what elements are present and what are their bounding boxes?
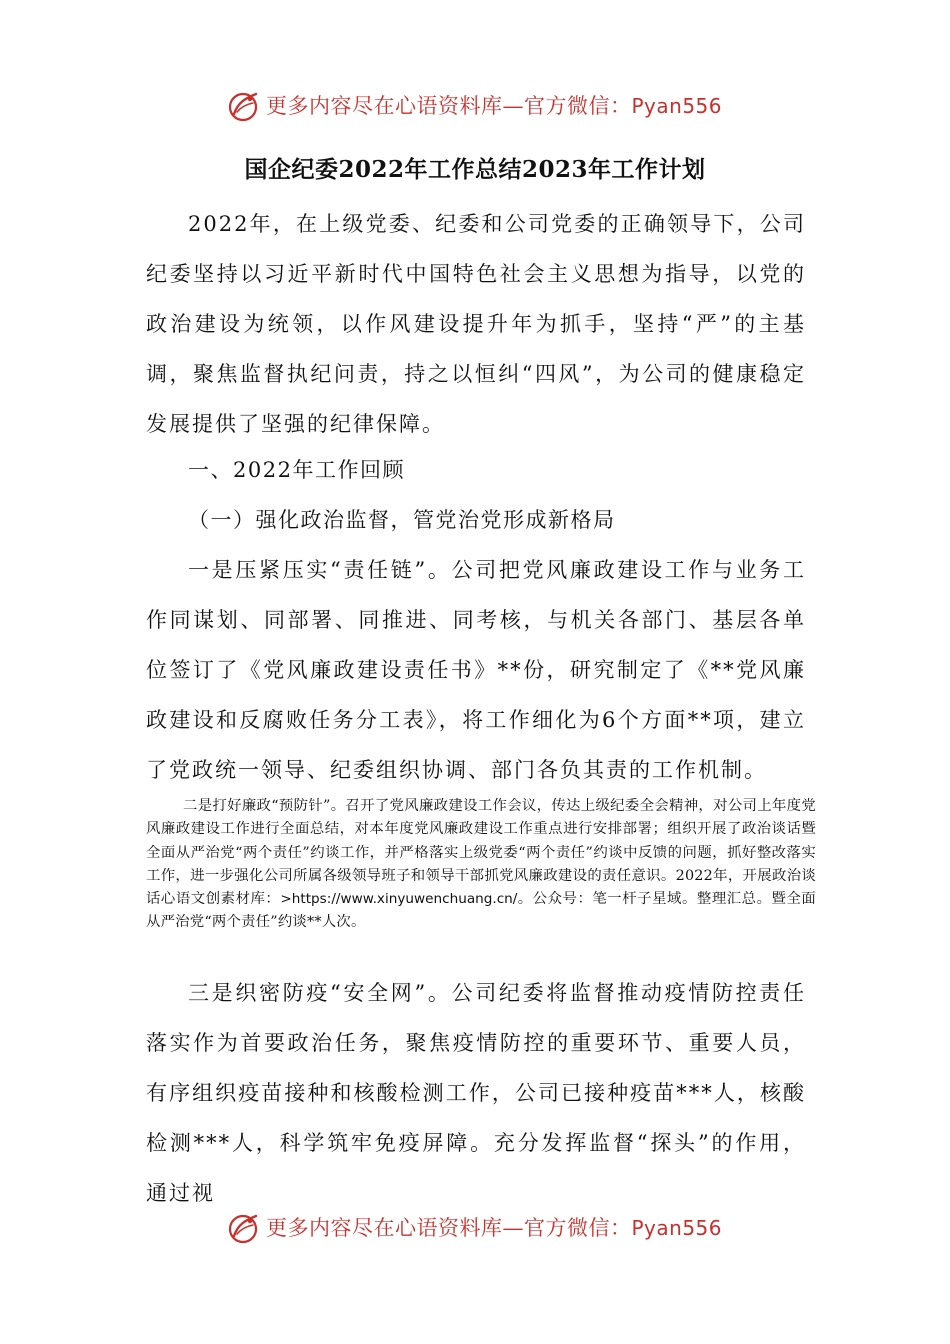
section-heading: 一、2022年工作回顾 [188, 458, 405, 482]
swirl-logo-icon [226, 1210, 262, 1246]
item-two-text-a: 二是打好廉政“预防针”。召开了党风廉政建设工作会议，传达上级纪委全会精神，对公司上年度党风廉政建设工作进行全面总结，对本年度党风廉政建设工作重点进行安排部署；组织开展了政治谈话暨全面从严治党“两个责任”约谈工作，并严格落实上级党委“两个责任”约谈中反馈的问题，抓好整改落实工作，进一步强化公司所属各级领导班子和领导干部抓党风廉政建设的责任意识。2022年，开展政治谈话心语文创素材库： [146, 798, 816, 908]
watermark-text: 更多内容尽在心语资料库—官方微信：Pyan556 [266, 1216, 723, 1240]
item-two-paragraph [146, 795, 816, 935]
intro-paragraph: 2022年，在上级党委、纪委和公司党委的正确领导下，公司纪委坚持以习近平新时代中国特色社会主义思想为指导，以党的政治建设为统领，以作风建设提升年为抓手，坚持“严”的主基调，聚焦监督执纪问责，持之以恒纠“四风”，为公司的健康稳定发展提供了坚强的纪律保障。 [146, 212, 806, 436]
subsection-heading: （一）强化政治监督，管党治党形成新格局 [188, 508, 616, 532]
swirl-logo-icon [226, 88, 262, 124]
document-title: 国企纪委2022年工作总结2023年工作计划 [244, 156, 706, 183]
item-three-paragraph: 三是织密防疫“安全网”。公司纪委将监督推动疫情防控责任落实作为首要政治任务，聚焦疫情防控的重要环节、重要人员，有序组织疫苗接种和核酸检测工作，公司已接种疫苗***人，核酸检测***人，科学筑牢免疫屏障。充分发挥监督“探头”的作用，通过视 [146, 981, 806, 1205]
item-one-paragraph: 一是压紧压实“责任链”。公司把党风廉政建设工作与业务工作同谋划、同部署、同推进、同考核，与机关各部门、基层各单位签订了《党风廉政建设责任书》**份，研究制定了《**党风廉政建设和反腐败任务分工表》，将工作细化为6个方面**项，建立了党政统一领导、纪委组织协调、部门各负其责的工作机制。 [146, 558, 806, 782]
source-url-link[interactable]: >https://www.xinyuwenchuang.cn/ [280, 891, 518, 908]
watermark-banner-bottom [0, 1208, 950, 1248]
watermark-text: 更多内容尽在心语资料库—官方微信：Pyan556 [266, 94, 723, 118]
watermark-banner-top [0, 86, 950, 126]
item-two-text-b: 。公众号：笔一杆子星域。整理汇总。暨全面从严治党“两个责任”约谈**人次。 [146, 891, 816, 931]
